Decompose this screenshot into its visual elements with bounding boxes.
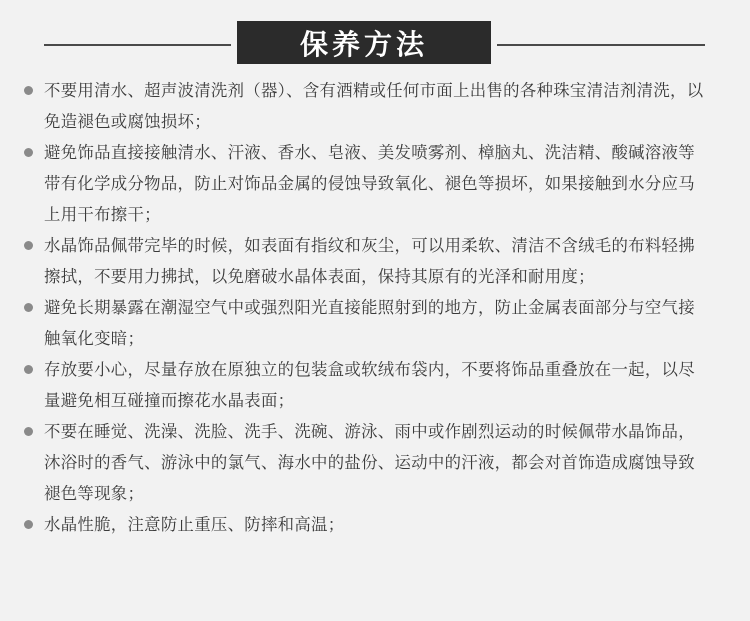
list-item-text: 不要用清水、超声波清洗剂（器）、含有酒精或任何市面上出售的各种珠宝清洁剂清洗，以免造褪色或腐蚀损坏； [44,81,704,131]
header-divider-right [497,44,705,46]
bullet-icon [24,520,33,529]
bullet-icon [24,303,33,312]
bullet-icon [24,427,33,436]
list-item [0,354,706,416]
list-item [0,137,706,230]
list-item-text: 不要在睡觉、洗澡、洗脸、洗手、洗碗、游泳、雨中或作剧烈运动的时候佩带水晶饰品，沐浴时的香气、游泳中的氯气、海水中的盐份、运动中的汗液，都会对首饰造成腐蚀导致褪色等现象； [44,422,695,503]
list-item-text: 水晶饰品佩带完毕的时候，如表面有指纹和灰尘，可以用柔软、清洁不含绒毛的布料轻拂擦拭，不要用力拂拭，以免磨破水晶体表面，保持其原有的光泽和耐用度； [44,236,695,286]
list-item [0,509,706,540]
section-title: 保养方法 [237,21,491,64]
list-item [0,75,706,137]
list-item-text: 避免长期暴露在潮湿空气中或强烈阳光直接能照射到的地方，防止金属表面部分与空气接触氧化变暗； [44,298,695,348]
list-item [0,230,706,292]
list-item-text: 存放要小心，尽量存放在原独立的包装盒或软绒布袋内，不要将饰品重叠放在一起，以尽量避免相互碰撞而擦花水晶表面； [44,360,695,410]
list-item-text: 避免饰品直接接触清水、汗液、香水、皂液、美发喷雾剂、樟脑丸、洗洁精、酸碱溶液等带有化学成分物品，防止对饰品金属的侵蚀导致氧化、褪色等损坏，如果接触到水分应马上用干布擦干； [44,143,695,224]
list-item [0,292,706,354]
bullet-icon [24,148,33,157]
list-item-text: 水晶性脆，注意防止重压、防摔和高温； [44,515,345,534]
bullet-icon [24,365,33,374]
care-instructions-list [0,75,750,540]
bullet-icon [24,86,33,95]
bullet-icon [24,241,33,250]
header-divider-left [44,44,231,46]
section-header [0,0,750,70]
list-item [0,416,706,509]
